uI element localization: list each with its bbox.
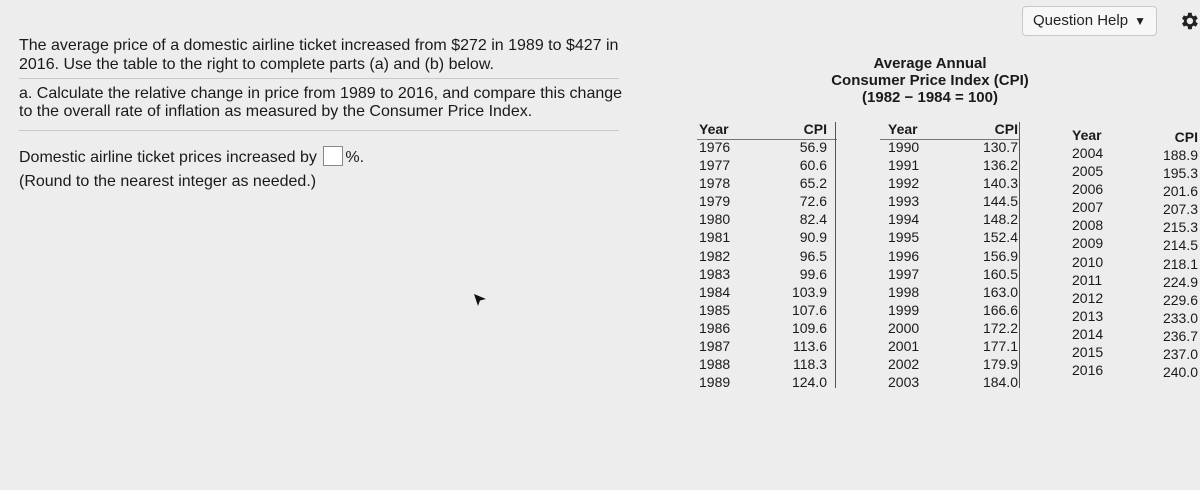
table-cell-cpi: 140.3 — [982, 175, 1018, 192]
table-title-line1: Average Annual — [873, 55, 987, 72]
table-cell-cpi: 90.9 — [799, 229, 827, 246]
table-cell-year: 1980 — [699, 211, 731, 228]
year-header: Year — [699, 121, 729, 137]
part-a-divider — [19, 130, 619, 131]
table-cell-cpi: 179.9 — [982, 356, 1018, 373]
gear-icon[interactable] — [1178, 10, 1200, 32]
table-cell-cpi: 136.2 — [982, 157, 1018, 174]
table-cell-cpi: 103.9 — [791, 283, 827, 300]
table-cell-year: 1985 — [699, 301, 731, 318]
table-cell-year: 2012 — [1072, 289, 1104, 306]
table-cell-year: 2009 — [1072, 235, 1104, 252]
col1-rule — [835, 122, 836, 388]
table-cell-cpi: 184.0 — [982, 374, 1018, 391]
table-cell-cpi: 237.0 — [1162, 346, 1198, 363]
table-cell-year: 1988 — [699, 356, 731, 373]
prompt-divider — [19, 78, 619, 79]
table-cell-year: 2005 — [1072, 163, 1104, 180]
table-cell-year: 1978 — [699, 175, 731, 192]
table-cell-cpi: 148.2 — [982, 211, 1018, 228]
table-cell-year: 2014 — [1072, 325, 1104, 342]
col3-cpi — [1148, 128, 1198, 381]
table-cell-cpi: 233.0 — [1162, 309, 1198, 326]
table-cell-cpi: 124.0 — [791, 374, 827, 391]
table-cell-cpi: 109.6 — [791, 319, 827, 336]
table-cell-cpi: 166.6 — [982, 301, 1018, 318]
table-cell-year: 2015 — [1072, 344, 1104, 361]
table-cell-cpi: 240.0 — [1162, 364, 1198, 381]
part-a-text: a. Calculate the relative change in price from 1989 to 2016, and compare this change to the overall rate of inflation as measured by the Consumer Price Index. — [19, 85, 623, 120]
table-cell-year: 1979 — [699, 193, 731, 210]
year-header: Year — [1072, 127, 1102, 143]
cpi-header: CPI — [803, 121, 827, 137]
col2-rule — [1019, 122, 1020, 388]
table-cell-cpi: 152.4 — [982, 229, 1018, 246]
table-cell-year: 2007 — [1072, 199, 1104, 216]
table-cell-cpi: 214.5 — [1162, 237, 1198, 254]
question-prompt: The average price of a domestic airline ticket increased from $272 in 1989 to $427 in 2016. Use the table to the right to complete parts (a) and (b) below. — [19, 37, 619, 73]
table-cell-year: 2003 — [888, 374, 920, 391]
table-cell-cpi: 215.3 — [1162, 219, 1198, 236]
table-cell-year: 1997 — [888, 265, 920, 282]
mouse-cursor-icon — [473, 293, 487, 307]
col2-cpi — [968, 120, 1018, 391]
table-cell-year: 1995 — [888, 229, 920, 246]
table-cell-cpi: 201.6 — [1162, 183, 1198, 200]
table-cell-year: 2002 — [888, 356, 920, 373]
table-cell-cpi: 99.6 — [799, 265, 827, 282]
table-cell-cpi: 188.9 — [1162, 147, 1198, 163]
col1-cpi — [780, 120, 827, 391]
table-cell-cpi: 144.5 — [982, 193, 1018, 210]
table-cell-cpi: 113.6 — [793, 338, 827, 355]
table-cell-cpi: 72.6 — [799, 193, 827, 210]
table-cell-year: 1990 — [888, 139, 920, 155]
table-cell-year: 1986 — [699, 319, 731, 336]
table-cell-year: 2000 — [888, 319, 920, 336]
table-cell-year: 1998 — [888, 283, 920, 300]
table-cell-cpi: 56.9 — [799, 139, 827, 155]
table-cell-cpi: 60.6 — [799, 157, 827, 174]
table-cell-cpi: 207.3 — [1162, 201, 1198, 218]
table-cell-cpi: 118.3 — [793, 356, 827, 373]
table-cell-year: 2004 — [1072, 145, 1104, 161]
table-cell-cpi: 224.9 — [1162, 273, 1198, 290]
question-help-button[interactable] — [1022, 6, 1157, 36]
table-cell-year: 1989 — [699, 374, 731, 391]
table-cell-cpi: 177.1 — [982, 338, 1018, 355]
cpi-header: CPI — [994, 121, 1018, 137]
table-cell-cpi: 65.2 — [799, 175, 827, 192]
table-cell-cpi: 229.6 — [1162, 291, 1198, 308]
table-cell-year: 1996 — [888, 247, 920, 264]
table-cell-year: 1993 — [888, 193, 920, 210]
table-cell-year: 2010 — [1072, 253, 1104, 270]
table-cell-cpi: 156.9 — [982, 247, 1018, 264]
table-cell-cpi: 195.3 — [1162, 165, 1198, 182]
col3-year — [1072, 126, 1122, 379]
table-cell-year: 2011 — [1072, 271, 1103, 288]
table-cell-year: 1992 — [888, 175, 920, 192]
table-cell-year: 1976 — [699, 139, 731, 155]
table-title-line2: Consumer Price Index (CPI) — [831, 72, 1029, 89]
table-cell-year: 2001 — [888, 338, 920, 355]
table-cell-year: 2013 — [1072, 307, 1104, 324]
table-cell-cpi: 107.6 — [791, 301, 827, 318]
round-note: (Round to the nearest integer as needed.) — [19, 173, 317, 190]
table-cell-year: 1987 — [699, 338, 731, 355]
table-cell-year: 1982 — [699, 247, 731, 264]
answer-area — [19, 146, 619, 194]
table-cell-cpi: 82.4 — [799, 211, 827, 228]
table-cell-year: 1977 — [699, 157, 731, 174]
table-cell-cpi: 160.5 — [982, 265, 1018, 282]
table-title — [820, 55, 1040, 106]
table-cell-cpi: 130.7 — [982, 139, 1018, 155]
answer-suffix: %. — [345, 149, 365, 166]
dropdown-caret-icon: ▼ — [1134, 14, 1146, 28]
col2-year — [888, 120, 938, 391]
table-cell-year: 2006 — [1072, 181, 1104, 198]
answer-input[interactable] — [323, 146, 343, 166]
table-cell-cpi: 163.0 — [982, 283, 1018, 300]
table-cell-year: 1984 — [699, 283, 731, 300]
table-cell-cpi: 96.5 — [799, 247, 827, 264]
year-header: Year — [888, 121, 918, 137]
table-cell-year: 2016 — [1072, 362, 1104, 379]
col1-year — [699, 120, 749, 391]
answer-prefix: Domestic airline ticket prices increased by — [19, 149, 317, 166]
table-title-line3: (1982 − 1984 = 100) — [862, 89, 998, 106]
table-cell-year: 1991 — [888, 157, 920, 174]
table-cell-year: 1983 — [699, 265, 731, 282]
table-cell-cpi: 236.7 — [1162, 327, 1198, 344]
table-cell-year: 1999 — [888, 301, 920, 318]
table-cell-year: 1994 — [888, 211, 920, 228]
table-cell-year: 2008 — [1072, 217, 1104, 234]
table-cell-cpi: 172.2 — [982, 319, 1018, 336]
table-cell-cpi: 218.1 — [1162, 255, 1198, 272]
cpi-header: CPI — [1174, 129, 1198, 145]
table-cell-year: 1981 — [699, 229, 731, 246]
question-help-label: Question Help — [1033, 12, 1129, 29]
